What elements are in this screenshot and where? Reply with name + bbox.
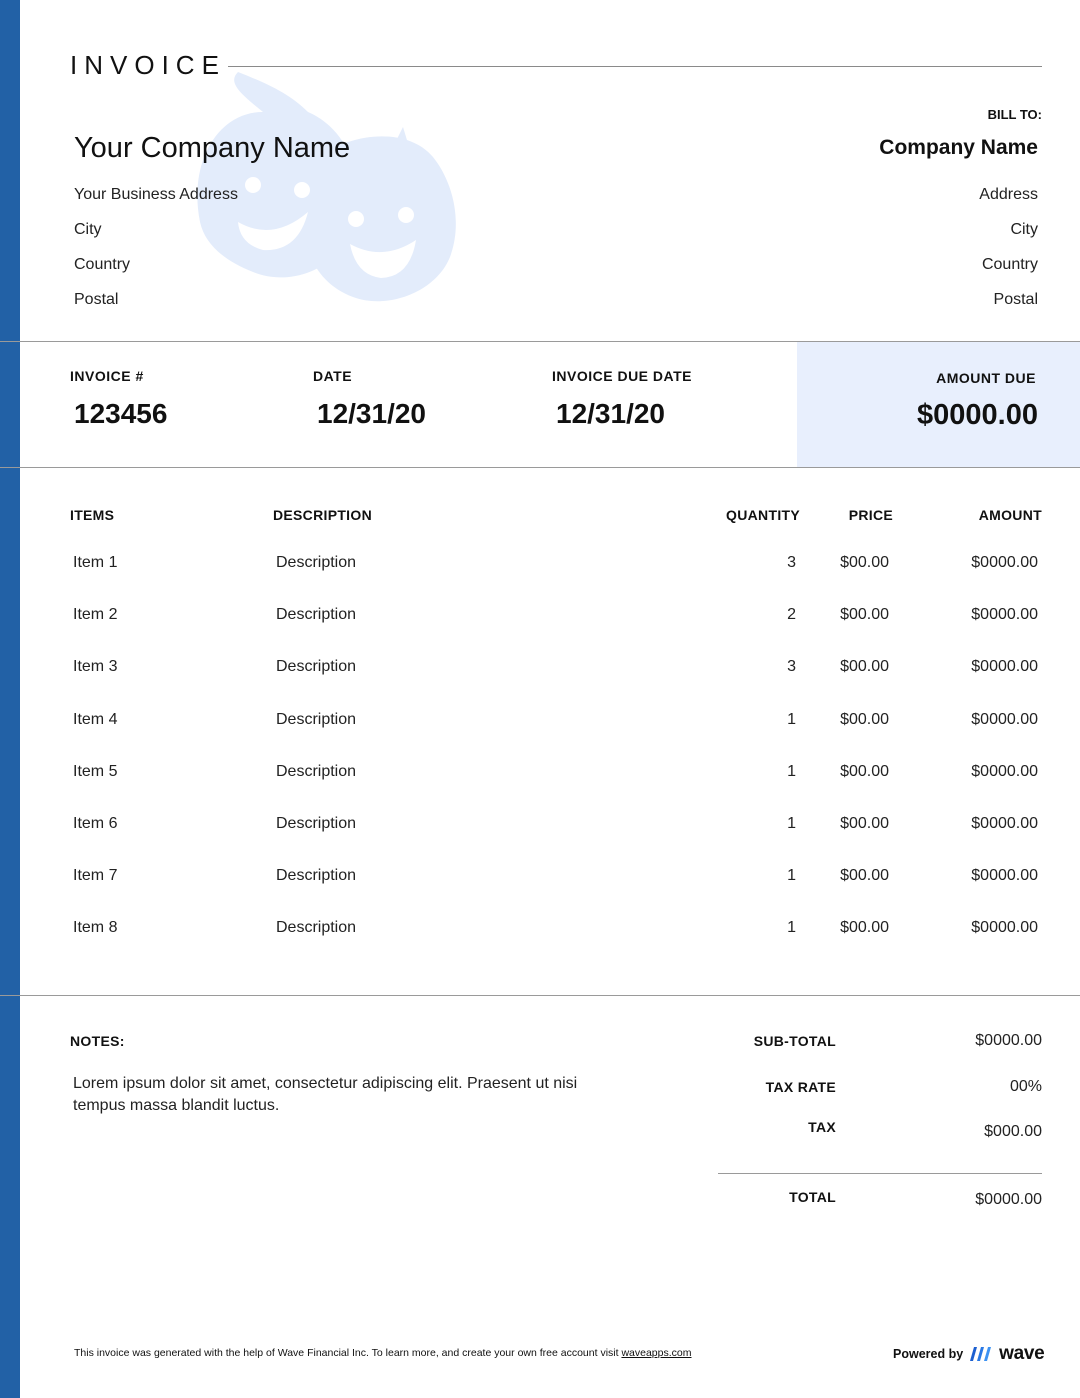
- column-header-price: PRICE: [848, 507, 893, 523]
- wave-logo-icon: [969, 1345, 993, 1363]
- invoice-title: INVOICE: [70, 50, 226, 80]
- item-description: Description: [276, 554, 357, 571]
- item-amount: $0000.00: [971, 814, 1038, 832]
- date-value: 12/31/20: [317, 398, 426, 429]
- item-description: Description: [276, 867, 357, 885]
- item-quantity: 3: [787, 554, 796, 571]
- notes-text: Lorem ipsum dolor sit amet, consectetur adipiscing elit. Praesent ut nisi tempus massa blandit luctus.: [73, 1075, 578, 1114]
- bill-to-country: Country: [981, 256, 1038, 273]
- bill-to-postal: Postal: [993, 291, 1038, 308]
- amount-due-label: AMOUNT DUE: [936, 370, 1036, 386]
- item-quantity: 1: [787, 867, 796, 885]
- item-price: $00.00: [840, 919, 889, 937]
- total-label: TOTAL: [789, 1189, 836, 1205]
- subtotal-value: $0000.00: [975, 1032, 1042, 1049]
- notes-label: NOTES:: [70, 1033, 125, 1049]
- date-label: DATE: [313, 368, 353, 384]
- item-price: $00.00: [840, 606, 889, 624]
- column-header-description: DESCRIPTION: [273, 507, 372, 523]
- tax-rate-label: TAX RATE: [765, 1079, 836, 1095]
- amount-due-value: $0000.00: [917, 399, 1038, 431]
- item-name: Item 6: [73, 814, 118, 832]
- item-amount: $0000.00: [971, 762, 1038, 780]
- sender-country: Country: [74, 256, 131, 273]
- item-price: $00.00: [840, 867, 889, 885]
- tax-label: TAX: [808, 1119, 836, 1135]
- subtotal-label: SUB-TOTAL: [753, 1033, 836, 1049]
- bill-to-address: Address: [979, 186, 1038, 203]
- item-price: $00.00: [840, 658, 889, 676]
- bill-to-city: City: [1010, 221, 1038, 238]
- title-divider: [228, 66, 1042, 67]
- item-name: Item 8: [73, 919, 118, 937]
- item-price: $00.00: [840, 814, 889, 832]
- item-price: $00.00: [840, 762, 889, 780]
- item-name: Item 5: [73, 762, 118, 780]
- item-amount: $0000.00: [971, 658, 1038, 676]
- item-description: Description: [276, 710, 357, 728]
- item-amount: $0000.00: [971, 554, 1038, 571]
- bill-to-label: BILL TO:: [987, 107, 1042, 122]
- footer-note: [74, 1347, 692, 1359]
- item-quantity: 1: [787, 762, 796, 780]
- bill-to-company-name: Company Name: [879, 136, 1038, 159]
- line-items-table: [0, 540, 1080, 958]
- table-row: [0, 749, 1080, 801]
- table-bottom-divider: [0, 995, 1080, 996]
- total-value: $0000.00: [975, 1191, 1042, 1208]
- invoice-number-label: INVOICE #: [70, 368, 144, 384]
- item-name: Item 4: [73, 710, 118, 728]
- item-quantity: 1: [787, 710, 796, 728]
- totals-divider: [718, 1173, 1042, 1174]
- sender-postal: Postal: [74, 291, 119, 308]
- item-name: Item 1: [73, 554, 118, 571]
- item-name: Item 7: [73, 867, 118, 885]
- due-date-value: 12/31/20: [556, 398, 665, 429]
- item-description: Description: [276, 762, 357, 780]
- tax-value: $000.00: [984, 1123, 1042, 1140]
- waveapps-link[interactable]: waveapps.com: [621, 1347, 692, 1359]
- item-amount: $0000.00: [971, 606, 1038, 624]
- item-quantity: 1: [787, 814, 796, 832]
- table-row: [0, 592, 1080, 644]
- table-row: [0, 644, 1080, 696]
- item-name: Item 2: [73, 606, 118, 624]
- item-description: Description: [276, 606, 357, 624]
- column-header-amount: AMOUNT: [978, 507, 1042, 523]
- powered-by-label: Powered by: [893, 1347, 964, 1361]
- wave-brand-name: wave: [999, 1343, 1045, 1364]
- item-name: Item 3: [73, 658, 118, 676]
- footer-note-text: This invoice was generated with the help of Wave Financial Inc. To learn more, and create your own free account visit: [74, 1347, 622, 1359]
- sender-city: City: [74, 221, 102, 238]
- powered-by-wave[interactable]: [893, 1343, 1044, 1365]
- table-row: [0, 905, 1080, 957]
- table-row: [0, 697, 1080, 749]
- sender-company-name: Your Company Name: [74, 132, 351, 164]
- item-price: $00.00: [840, 554, 889, 571]
- item-amount: $0000.00: [971, 710, 1038, 728]
- item-description: Description: [276, 814, 357, 832]
- sender-address-line: Your Business Address: [74, 186, 238, 203]
- table-row: [0, 853, 1080, 905]
- table-row: [0, 540, 1080, 592]
- item-description: Description: [276, 658, 357, 676]
- due-date-label: INVOICE DUE DATE: [552, 368, 692, 384]
- invoice-number-value: 123456: [74, 398, 168, 429]
- table-row: [0, 801, 1080, 853]
- item-amount: $0000.00: [971, 867, 1038, 885]
- item-quantity: 2: [787, 606, 796, 624]
- tax-rate-value: 00%: [1009, 1078, 1042, 1095]
- meta-bottom-divider: [0, 467, 1080, 468]
- item-description: Description: [276, 919, 357, 937]
- item-price: $00.00: [840, 710, 889, 728]
- column-header-items: ITEMS: [70, 507, 115, 523]
- column-header-quantity: QUANTITY: [726, 507, 800, 523]
- item-amount: $0000.00: [971, 919, 1038, 937]
- item-quantity: 3: [787, 658, 796, 676]
- item-quantity: 1: [787, 919, 796, 937]
